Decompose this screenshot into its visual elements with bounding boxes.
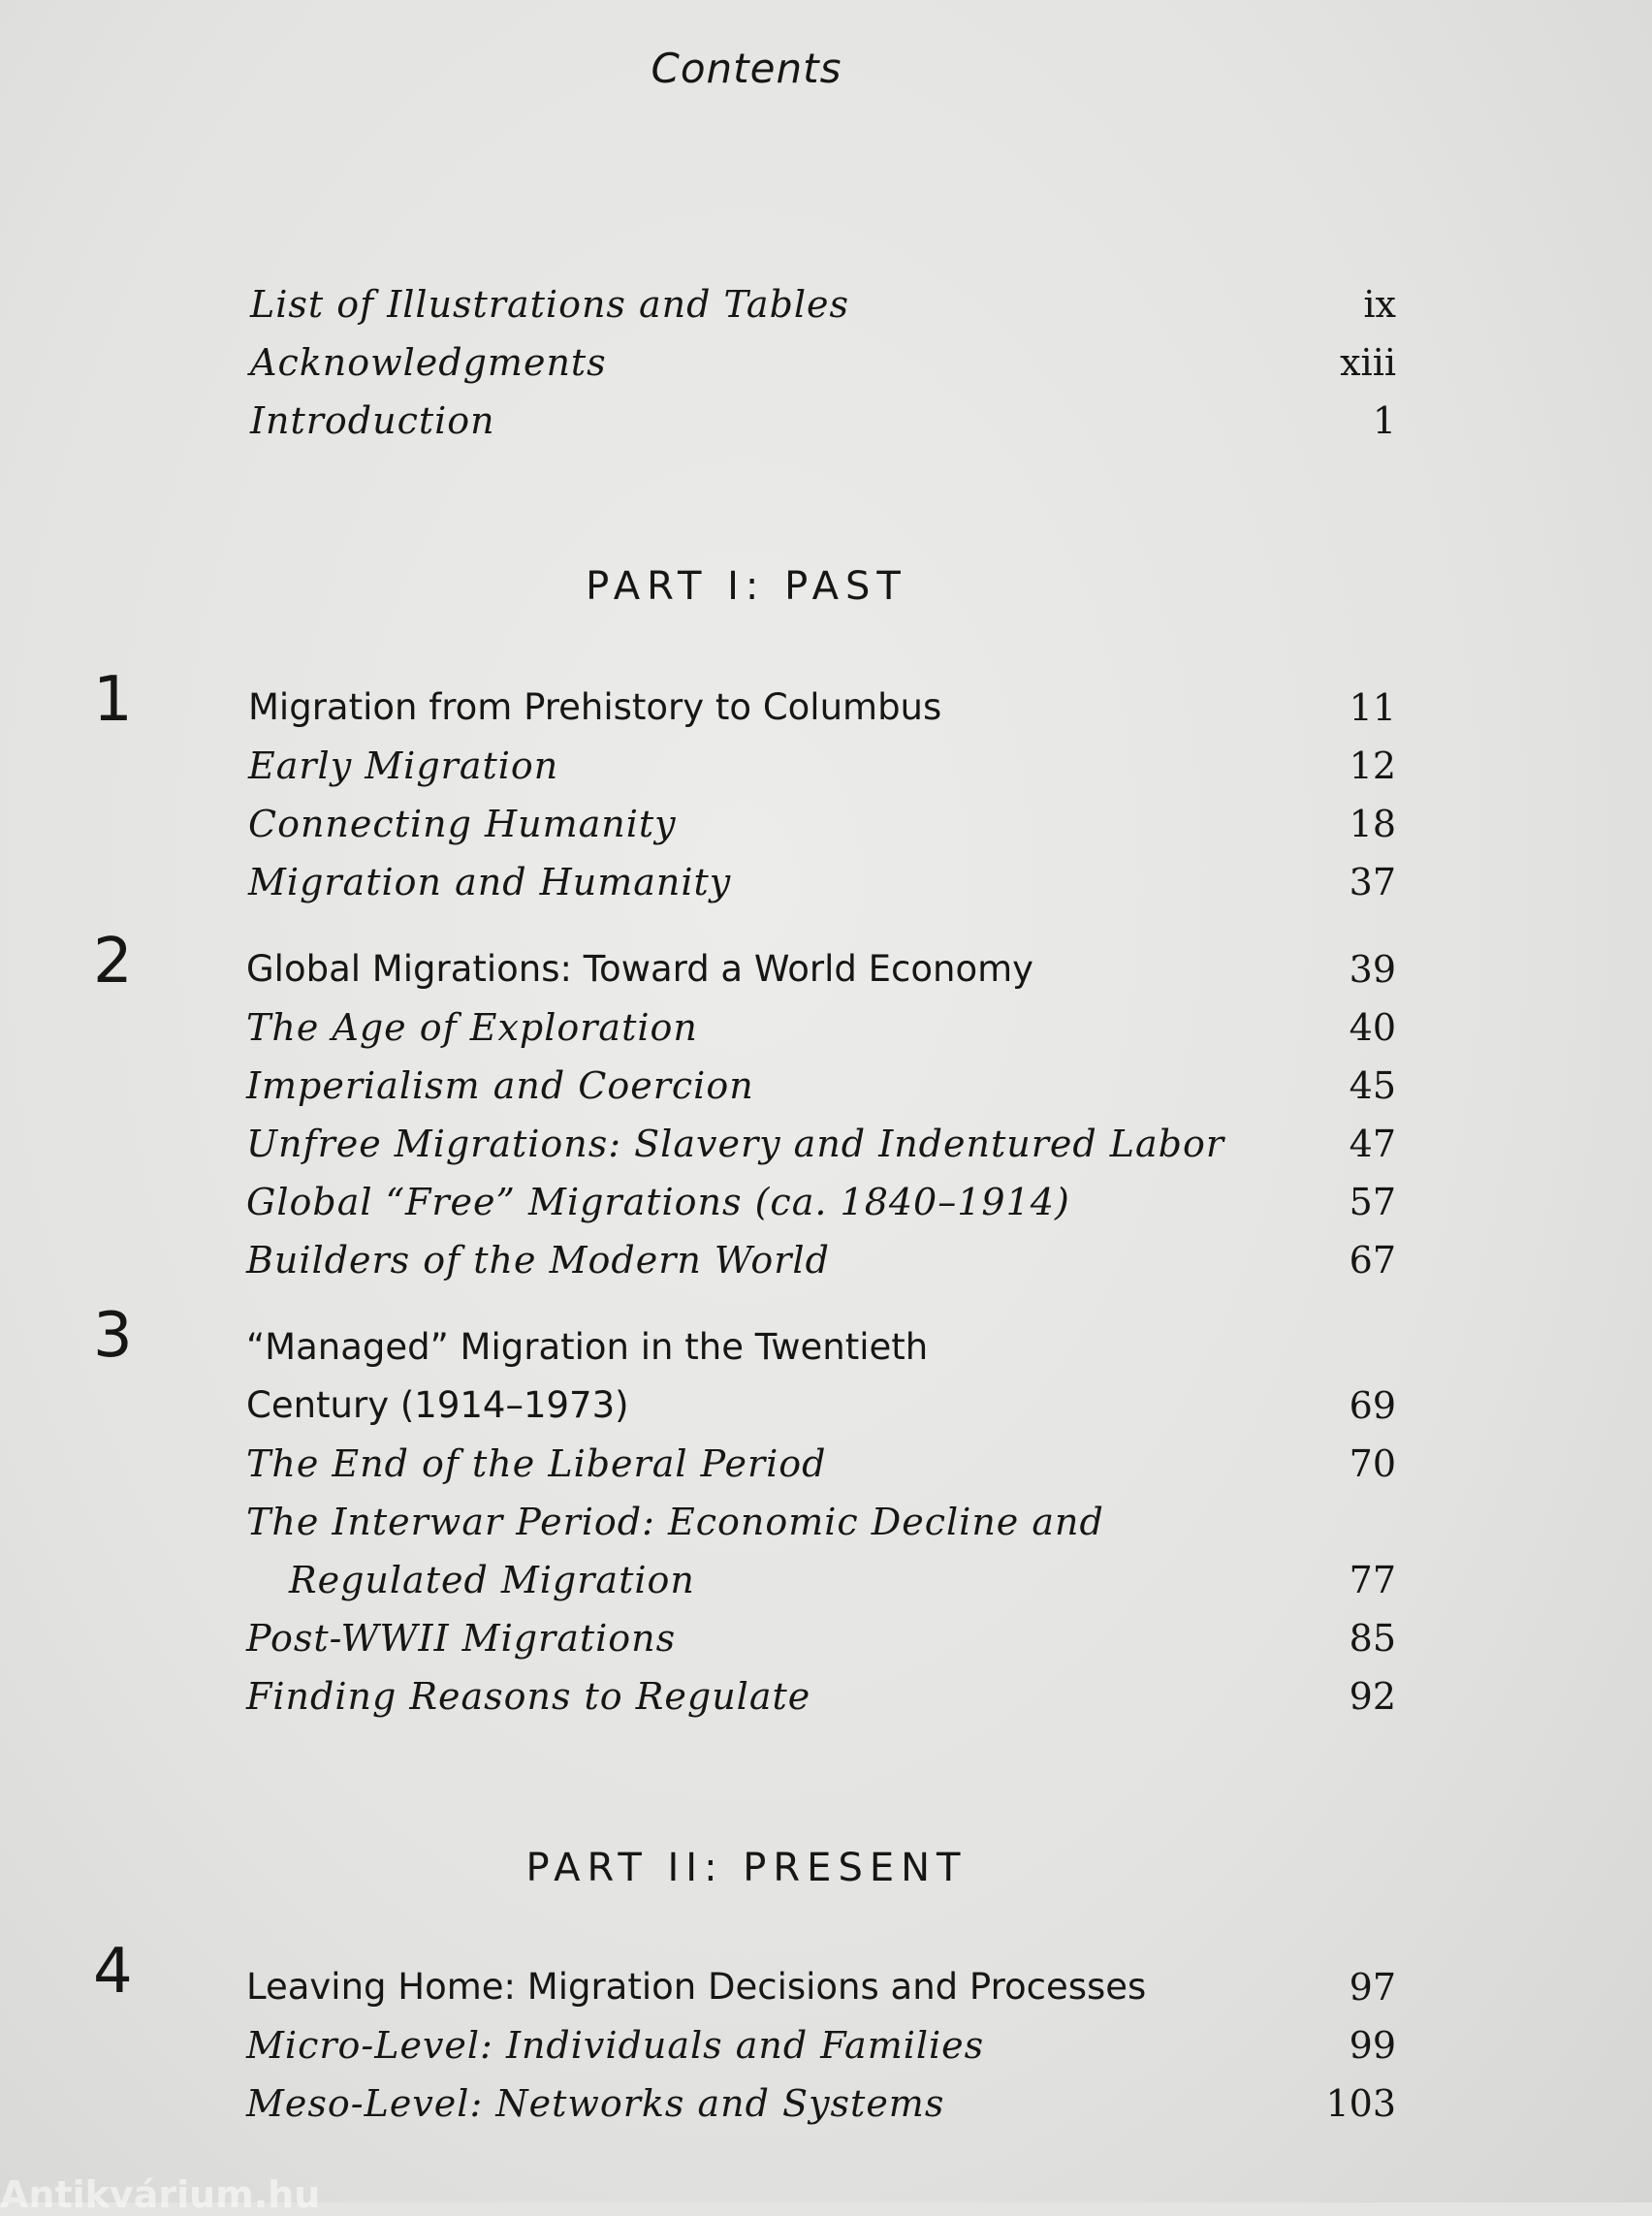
entry-title: List of Illustrations and Tables <box>250 283 850 326</box>
toc-entry-section <box>0 1493 1652 1551</box>
section-title: Migration and Humanity <box>248 861 732 903</box>
section-title: Connecting Humanity <box>248 803 677 845</box>
toc-entry-section <box>0 737 1652 795</box>
toc-entry-chapter <box>0 1958 1652 2016</box>
entry-page: 77 <box>1349 1559 1396 1601</box>
entry-page: 47 <box>1349 1123 1396 1165</box>
section-title-line: The Interwar Period: Economic Decline and <box>246 1501 1104 1543</box>
toc-entry-front-matter <box>0 392 1652 450</box>
section-title: Unfree Migrations: Slavery and Indentured Labor <box>246 1123 1225 1165</box>
toc-entry-chapter <box>0 679 1652 737</box>
toc-entry-section <box>0 1057 1652 1115</box>
toc-entry-chapter <box>0 940 1652 998</box>
toc-entry-front-matter <box>0 275 1652 333</box>
watermark-text: Antikvárium.hu <box>0 2173 321 2216</box>
chapter-title-line: Century (1914–1973) <box>246 1384 629 1426</box>
chapter-number: 4 <box>93 1936 133 2008</box>
section-title: Finding Reasons to Regulate <box>246 1675 811 1718</box>
entry-page: 69 <box>1349 1384 1396 1427</box>
toc-entry-section <box>0 1231 1652 1289</box>
entry-title: Acknowledgments <box>250 341 607 384</box>
entry-page: 57 <box>1349 1181 1396 1223</box>
part-heading: PART I: PAST <box>586 564 907 609</box>
entry-page: 18 <box>1349 803 1396 845</box>
entry-title: Introduction <box>250 399 495 442</box>
toc-entry-chapter <box>0 1377 1652 1435</box>
section-title: Early Migration <box>248 744 559 787</box>
section-title-line: Regulated Migration <box>289 1559 695 1601</box>
entry-page: 11 <box>1349 686 1396 729</box>
section-title: The End of the Liberal Period <box>246 1442 827 1485</box>
entry-page: 12 <box>1349 744 1396 787</box>
toc-entry-chapter <box>0 1318 1652 1377</box>
toc-entry-section <box>0 2074 1652 2133</box>
entry-page: 99 <box>1349 2024 1396 2067</box>
chapter-title: Migration from Prehistory to Columbus <box>248 686 942 728</box>
toc-entry-section <box>0 1551 1652 1609</box>
toc-entry-section <box>0 1173 1652 1231</box>
chapter-number: 3 <box>93 1300 133 1372</box>
chapter-title: Leaving Home: Migration Decisions and Processes <box>246 1966 1147 2008</box>
toc-entry-section <box>0 1667 1652 1725</box>
part-heading: PART II: PRESENT <box>525 1846 968 1890</box>
entry-page: 1 <box>1372 399 1396 442</box>
entry-page: 97 <box>1349 1966 1396 2009</box>
section-title: Imperialism and Coercion <box>246 1064 754 1107</box>
section-title: Meso-Level: Networks and Systems <box>246 2082 945 2125</box>
section-title: Builders of the Modern World <box>246 1239 830 1282</box>
section-title: Global “Free” Migrations (ca. 1840–1914) <box>246 1181 1070 1223</box>
toc-entry-section <box>0 795 1652 853</box>
entry-page: xiii <box>1340 341 1396 384</box>
chapter-title-line: “Managed” Migration in the Twentieth <box>246 1326 929 1368</box>
chapter-number: 1 <box>93 664 133 736</box>
entry-page: 103 <box>1325 2082 1396 2125</box>
section-title: The Age of Exploration <box>246 1006 698 1049</box>
entry-page: 37 <box>1349 861 1396 903</box>
entry-page: 39 <box>1349 948 1396 991</box>
toc-entry-section <box>0 1609 1652 1667</box>
chapter-number: 2 <box>93 926 133 997</box>
toc-entry-section <box>0 1435 1652 1493</box>
toc-entry-section <box>0 1115 1652 1173</box>
entry-page: 70 <box>1349 1442 1396 1485</box>
toc-entry-section <box>0 853 1652 911</box>
section-title: Micro-Level: Individuals and Families <box>246 2024 985 2067</box>
entry-page: 85 <box>1349 1617 1396 1660</box>
section-title: Post-WWII Migrations <box>246 1617 677 1660</box>
toc-entry-section <box>0 998 1652 1057</box>
entry-page: 45 <box>1349 1064 1396 1107</box>
entry-page: 67 <box>1349 1239 1396 1282</box>
toc-entry-front-matter <box>0 333 1652 392</box>
entry-page: ix <box>1363 283 1396 326</box>
entry-page: 92 <box>1349 1675 1396 1718</box>
entry-page: 40 <box>1349 1006 1396 1049</box>
contents-heading: Contents <box>651 45 842 92</box>
chapter-title: Global Migrations: Toward a World Economy <box>246 948 1034 990</box>
toc-entry-section <box>0 2016 1652 2074</box>
